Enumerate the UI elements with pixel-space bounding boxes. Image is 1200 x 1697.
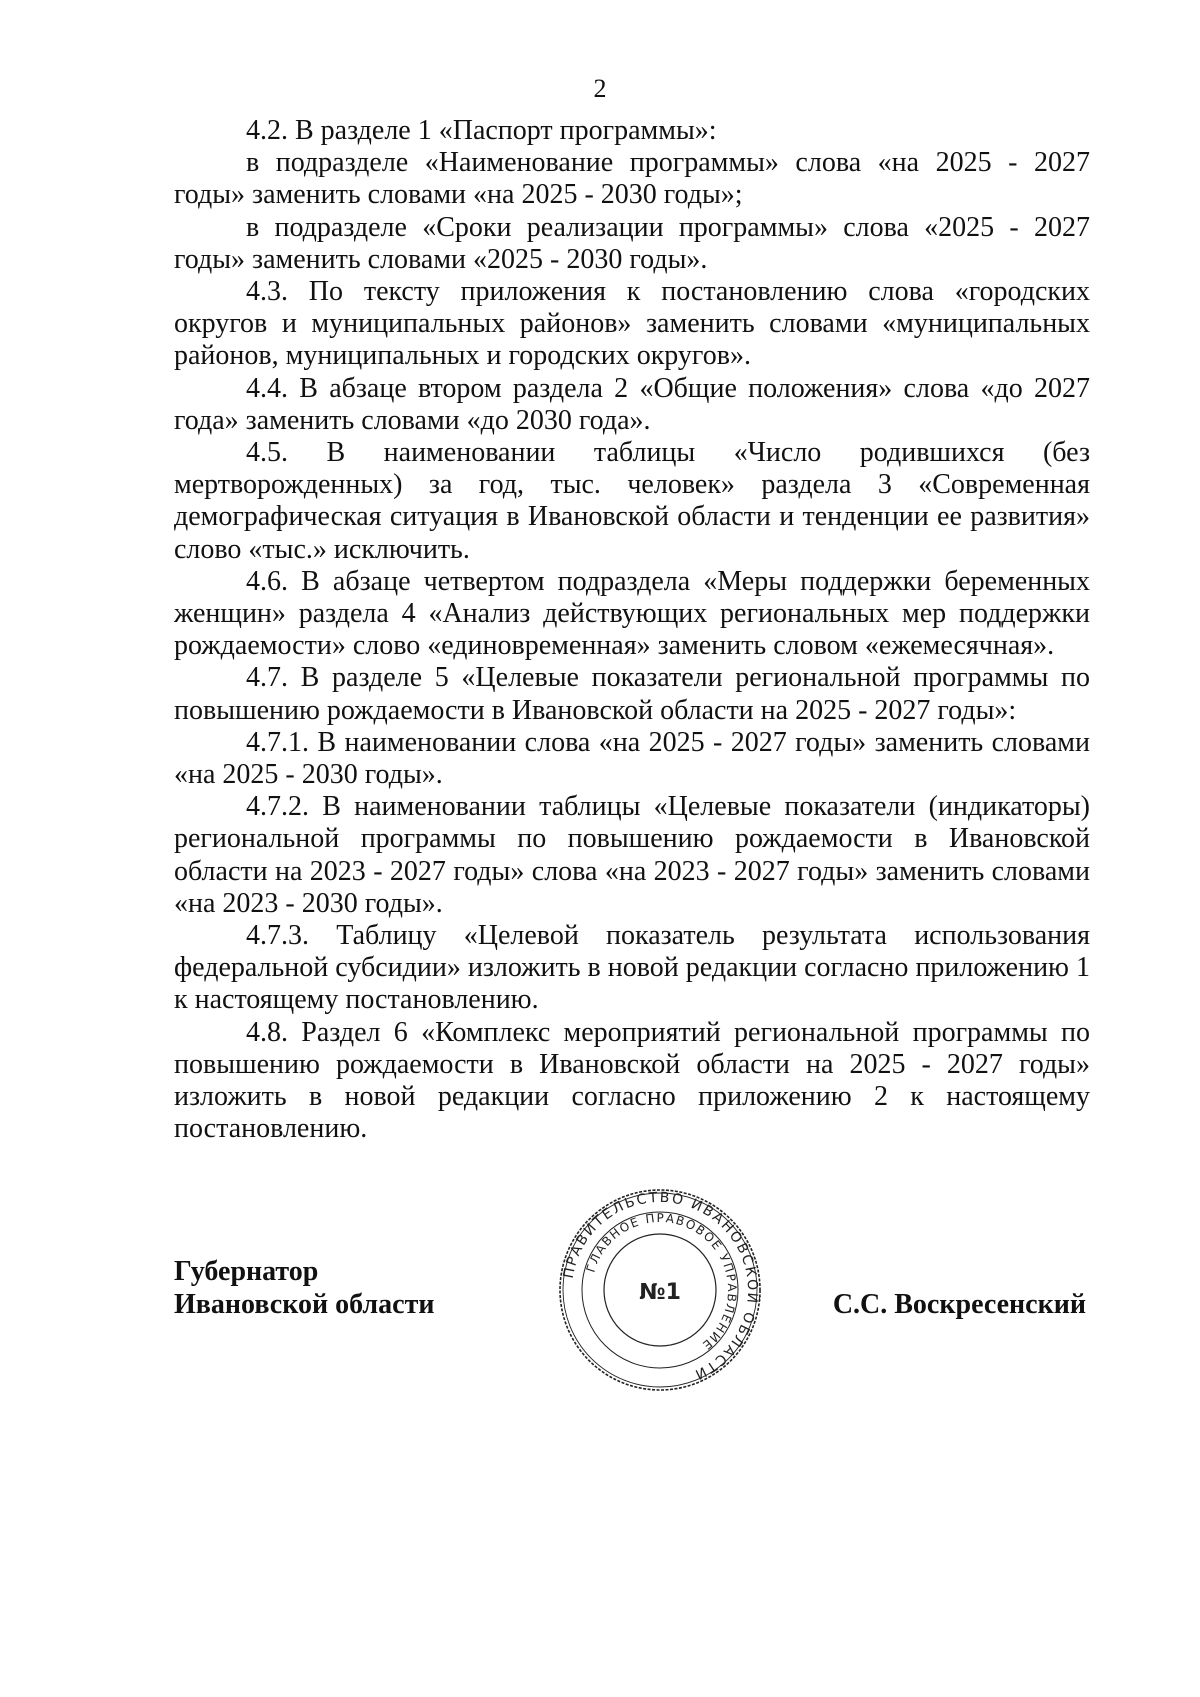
document-body	[174, 115, 1090, 1146]
signer-title-line2: Ивановской области	[174, 1289, 435, 1320]
page-number: 2	[593, 74, 607, 103]
paragraph-4-7-2: 4.7.2. В наименовании таблицы «Целевые показатели (индикаторы) региональной программы по повышению рождаемости в Ивановской области на 2023 - 2027 годы» слова «на 2023 - 2027 годы» заменить словами «на 2023 - 2030 годы».	[174, 791, 1090, 919]
paragraph-4-7-3: 4.7.3. Таблицу «Целевой показатель результата использования федеральной субсидии» изложить в новой редакции согласно приложению 1 к настоящему постановлению.	[174, 920, 1090, 1016]
paragraph-4-2: 4.2. В разделе 1 «Паспорт программы»:	[246, 115, 717, 146]
signer-position	[174, 1255, 434, 1321]
seal-inner-text: ГЛАВНОЕ ПРАВОВОЕ УПРАВЛЕНИЕ	[583, 1210, 740, 1354]
paragraph-4-8: 4.8. Раздел 6 «Комплекс мероприятий региональной программы по повышению рождаемости в Ивановской области на 2025 - 2027 годы» изложить в новой редакции согласно приложению 2 к настоящему постановлению.	[174, 1016, 1090, 1145]
paragraph-4-2-terms: в подразделе «Сроки реализации программы» слова «2025 - 2027 годы» заменить словами «2025 - 2030 годы».	[174, 211, 1090, 275]
seal-outer-text: ПРАВИТЕЛЬСТВО ИВАНОВСКОЙ ОБЛАСТИ	[560, 1189, 761, 1383]
seal-center-number: №1	[639, 1280, 681, 1305]
signer-name: С.С. Воскресенский	[832, 1289, 1086, 1320]
paragraph-4-7: 4.7. В разделе 5 «Целевые показатели региональной программы по повышению рождаемости в Ивановской области на 2025 - 2027 годы»:	[174, 662, 1090, 726]
paragraph-4-5: 4.5. В наименовании таблицы «Число родившихся (без мертворожденных) за год, тыс. человек» раздела 3 «Современная демографическая ситуация в Ивановской области и тенденции ее развития» слово «тыс.» исключить.	[174, 437, 1090, 565]
paragraph-4-4: 4.4. В абзаце втором раздела 2 «Общие положения» слова «до 2027 года» заменить словами «до 2030 года».	[174, 372, 1090, 436]
paragraph-4-2-name: в подразделе «Наименование программы» слова «на 2025 - 2027 годы» заменить словами «на 2025 - 2030 годы»;	[174, 147, 1090, 211]
paragraph-4-7-1: 4.7.1. В наименовании слова «на 2025 - 2027 годы» заменить словами «на 2025 - 2030 годы».	[174, 726, 1090, 791]
paragraph-4-6: 4.6. В абзаце четвертом подраздела «Меры поддержки беременных женщин» раздела 4 «Анализ действующих региональных мер поддержки рождаемости» слово «единовременная» заменить словом «ежемесячная».	[174, 565, 1090, 662]
paragraph-4-3: 4.3. По тексту приложения к постановлению слова «городских округов и муниципальных районов» заменить словами «муниципальных районов, муниципальных и городских округов».	[174, 276, 1090, 372]
official-seal	[555, 1185, 765, 1395]
signer-title-line1: Губернатор	[174, 1256, 319, 1287]
